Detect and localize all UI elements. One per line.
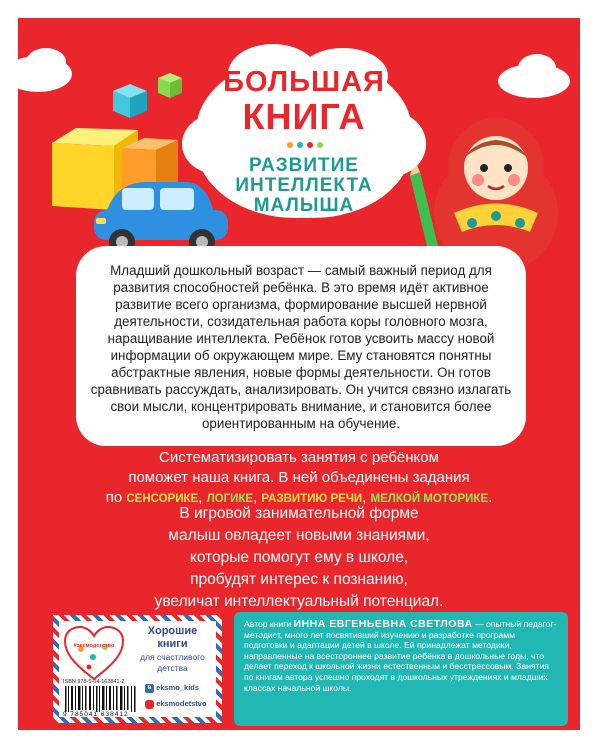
publisher-badge	[50, 612, 225, 726]
barcode-digits: 9 785041 638412	[63, 711, 129, 718]
game-form-line-3: которые помогут ему в школе,	[189, 549, 409, 566]
social-2-handle: eksmodetstvo	[156, 699, 207, 708]
author-prefix: Автор книги	[244, 619, 292, 629]
topics-prefix: по	[105, 489, 123, 506]
cyan-cube	[113, 84, 147, 118]
topic-logic: ЛОГИКЕ	[206, 493, 254, 505]
intro-box	[76, 246, 526, 446]
intro-text: Младший дошкольный возраст — самый важный период для развития способностей ребёнка. В это время идёт активное развитие всего организма, формирование высшей нервной деятельности, созидательная работа коры головного мозга, наращивание интеллекта. Ребёнок готов усвоить массу новой информации об окружающем мире. Ему становятся понятны абстрактные явления, новые формы деятельности. Он готов сравнивать рассуждать, анализировать. Он учится связно излагать свои мысли, концентрировать внимание, и становится более ориентированным на обучение.	[90, 263, 512, 431]
author-box	[234, 612, 568, 726]
social-instagram	[145, 699, 207, 709]
green-cube	[158, 73, 182, 98]
subtitle-line-1: РАЗВИТИЕ	[249, 155, 359, 176]
topic-sensory: СЕНСОРИКЕ	[126, 493, 199, 505]
badge-inner	[59, 621, 216, 717]
author-bio: — опытный педагог-методист, много лет посвятивший изучению и разработке программ подготовки и адаптации детей в школе. Ей принадлежат методики, направленные на всестороннее развитие ребёнка в дошкольные годы, что делает переход к школьной жизни естественным и бесстрессовым. Занятия по книгам автора успешно проходят в дошкольных утреждениях и младших классах начальной школы.	[244, 619, 557, 693]
vk-icon: в	[145, 684, 154, 693]
game-form-line-4: пробудят интерес к познанию,	[190, 571, 408, 588]
isbn-text: ISBN 978-5-04-163841-2	[63, 679, 125, 685]
badge-heading-4: детства	[157, 663, 188, 673]
topic-speech: РАЗВИТИЮ РЕЧИ	[261, 493, 363, 505]
social-1-handle: eksmo_kids	[156, 683, 200, 692]
systematize-line-1: Систематизировать занятия с ребёнком	[159, 449, 439, 466]
systematize-line-2: поможет наша книга. В ней объединены задания	[128, 469, 470, 486]
title-line-1: БОЛЬШАЯ	[223, 66, 385, 98]
badge-heading-2: книги	[157, 638, 188, 650]
heart-icon	[63, 625, 125, 681]
subtitle-line-2: ИНТЕЛЛЕКТА	[235, 175, 373, 196]
badge-heading-1: Хорошие	[147, 625, 198, 637]
instagram-icon	[145, 700, 154, 709]
badge-hashtag: #эксмодетство	[73, 643, 115, 649]
author-text	[234, 612, 568, 700]
ornament-icon	[284, 141, 324, 149]
title-cloud	[188, 44, 420, 230]
game-form-line-1: В игровой занимательной форме	[179, 505, 419, 522]
game-form-line-5: увеличат интеллектуальный потенциал.	[154, 593, 444, 610]
topics-end: .	[488, 489, 493, 506]
author-name: ИННА ЕВГЕНЬЕВНА СВЕТЛОВА	[293, 618, 473, 630]
game-form-line-2: малыш овладеет новыми знаниями,	[168, 527, 430, 544]
subtitle-line-3: МАЛЫША	[253, 195, 355, 216]
badge-heading-3: для счастливого	[140, 652, 205, 662]
topic-separator: ,	[253, 489, 258, 506]
back-cover	[18, 18, 580, 730]
title-line-2: КНИГА	[242, 96, 366, 137]
topic-separator: ,	[198, 489, 203, 506]
topic-separator: ,	[362, 489, 367, 506]
topic-fine-motor: МЕЛКОЙ МОТОРИКЕ	[370, 493, 489, 505]
social-vk	[145, 683, 199, 693]
